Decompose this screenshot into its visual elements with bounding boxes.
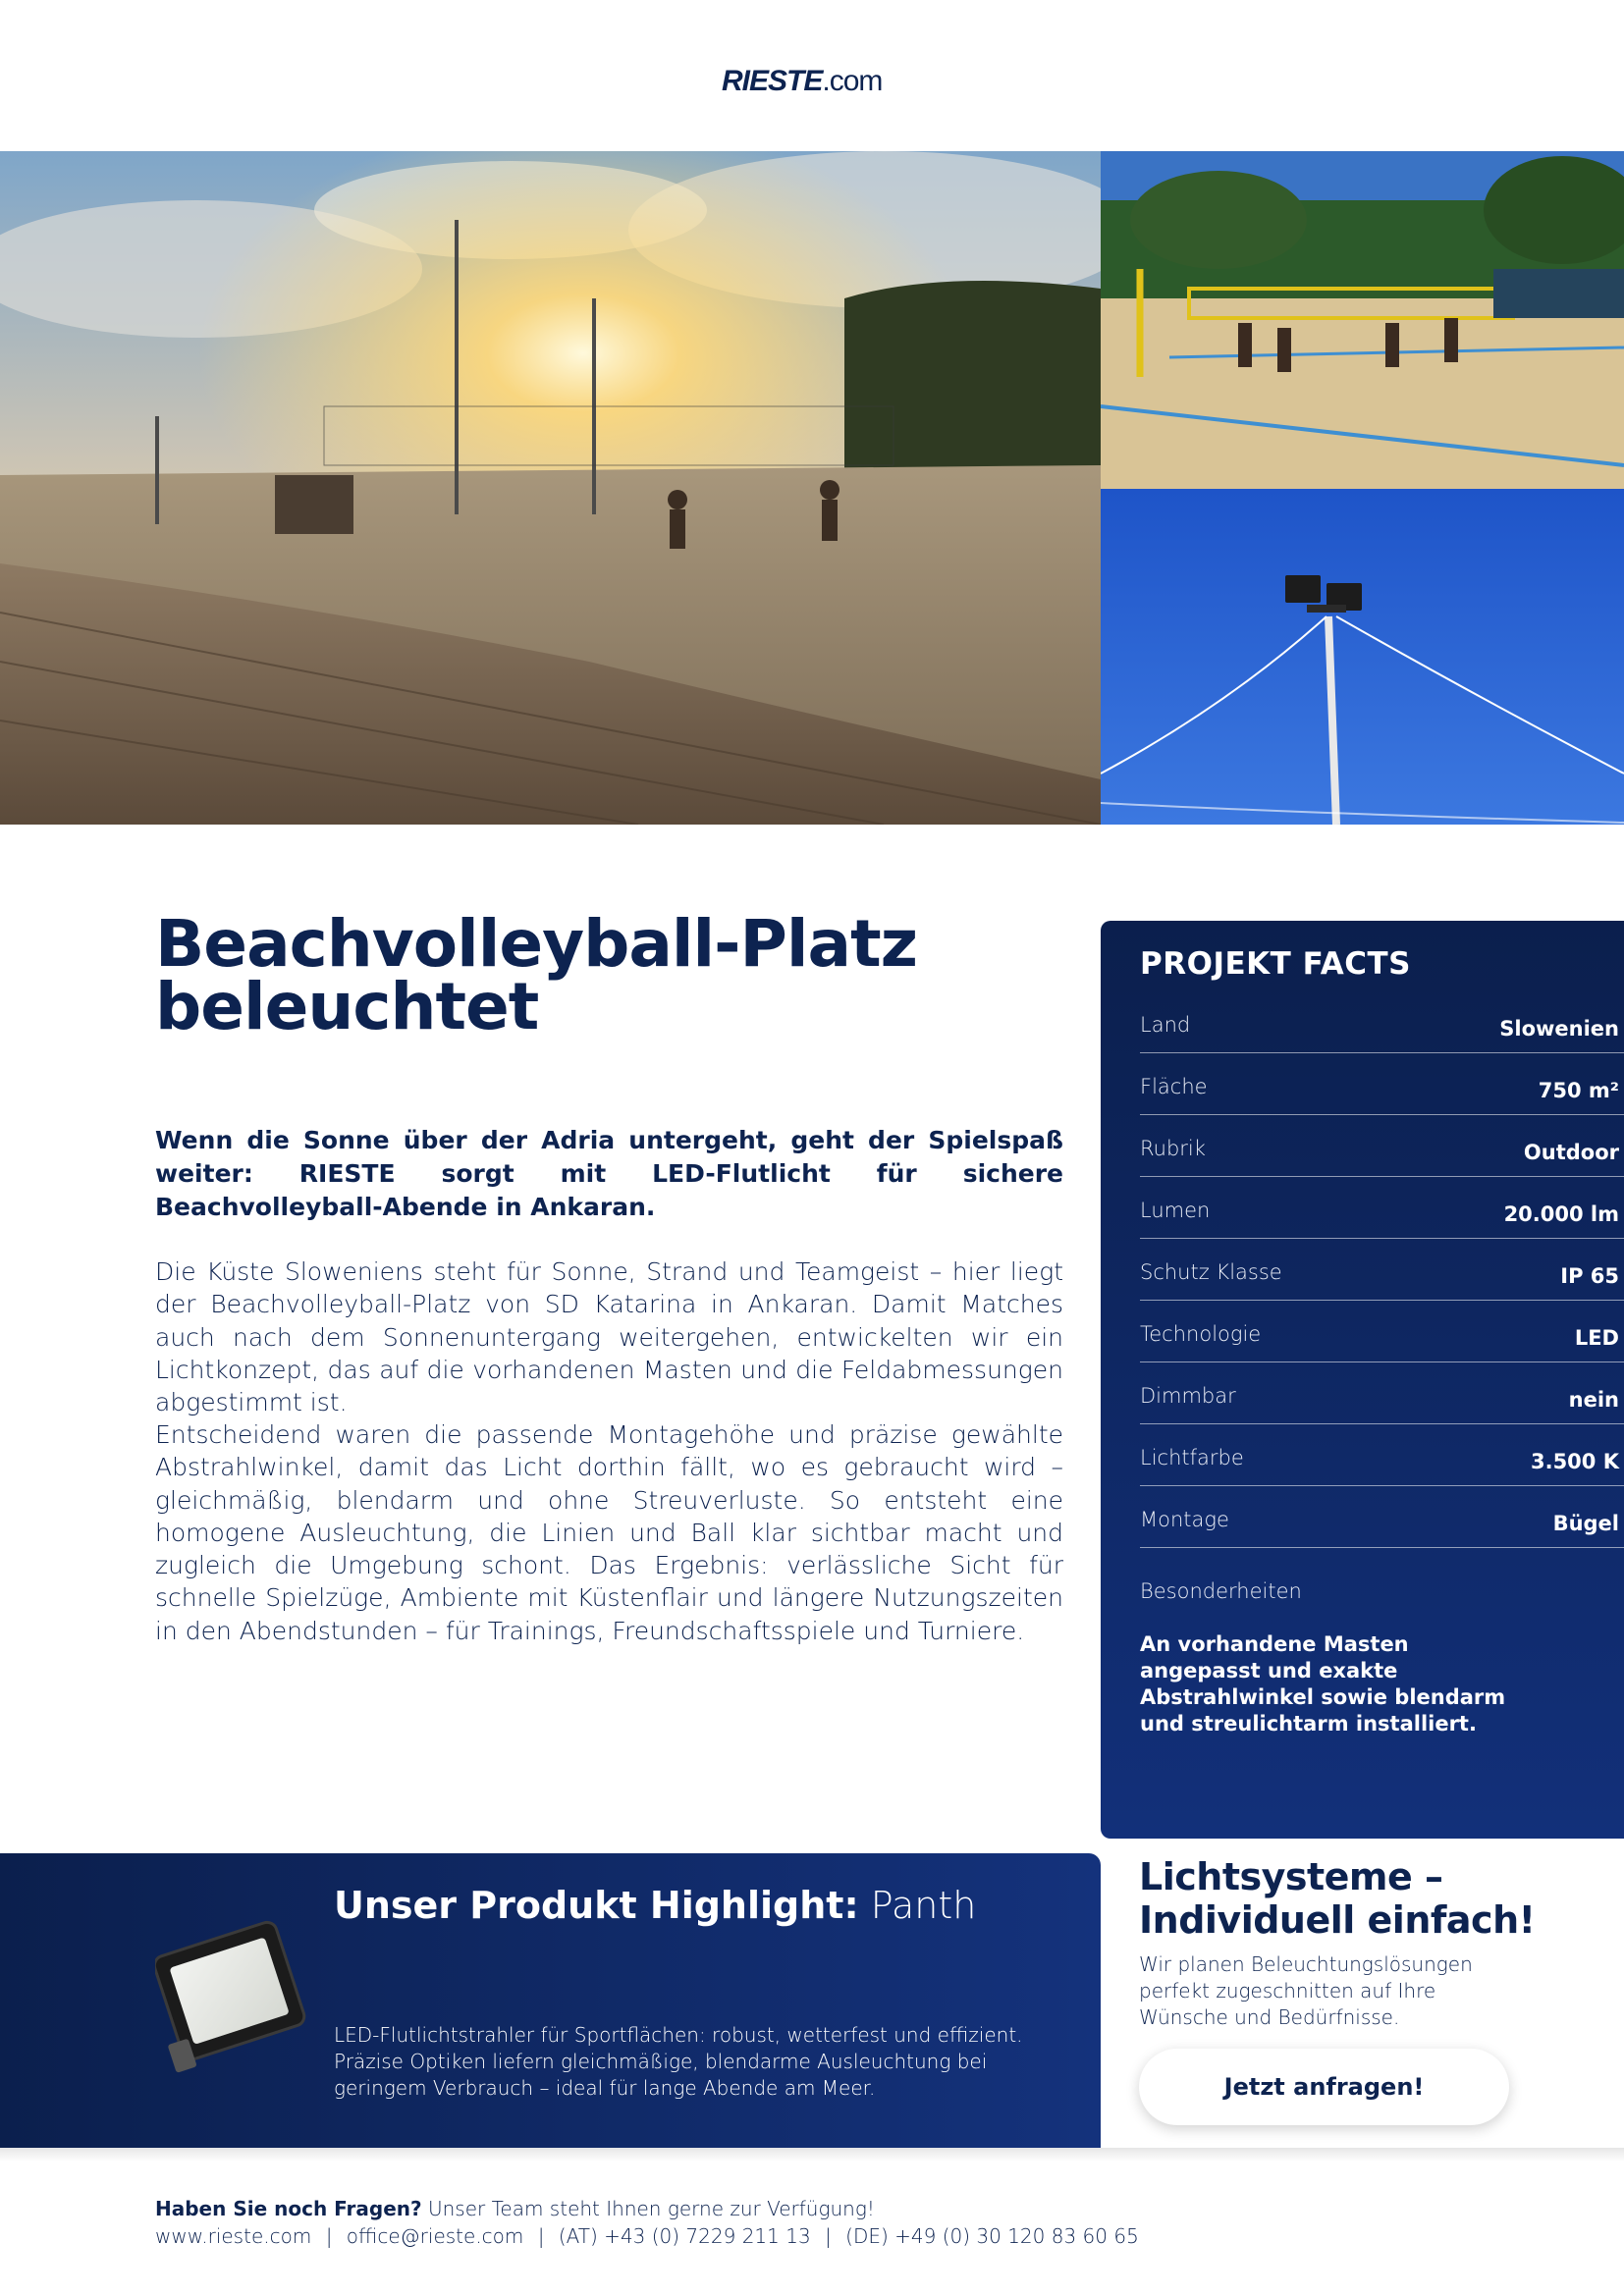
special-text: An vorhandene Masten angepasst und exakte Abstrahlwinkel sowie blendarm und streulichtarm installiert.: [1140, 1632, 1506, 1735]
cta-title-line-1: Lichtsysteme –: [1139, 1855, 1443, 1898]
body-paragraph-2: Entscheidend waren die passende Montagehöhe und präzise gewählte Abstrahlwinkel, damit das Licht dorthin fällt, wo es gebraucht wird – gleichmäßig, blendarm und ohne Streuverluste. So entsteht eine homogene Ausleuchtung, die Linien und Ball klar sichtbar macht und zugleich die Umgebung schont. Das Ergebnis: verlässliche Sicht für schnelle Spielzüge, Ambiente mit Küstenflair und längere Nutzungszeiten in den Abendstunden – für Trainings, Freundschaftsspiele und Turniere.: [155, 1420, 1063, 1645]
footer-website-link[interactable]: www.rieste.com: [155, 2224, 312, 2248]
fact-value: Bügel: [1552, 1512, 1619, 1535]
footer-phone-de[interactable]: (DE) +49 (0) 30 120 83 60 65: [845, 2224, 1139, 2248]
footer-phone-at[interactable]: (AT) +43 (0) 7229 211 13: [558, 2224, 811, 2248]
fact-label: Lumen: [1140, 1199, 1211, 1222]
logo-domain-text: .com: [822, 65, 883, 97]
footer-contact-line: [155, 2222, 1139, 2250]
fact-row-dimmbar: [1140, 1362, 1624, 1424]
page-title: [155, 906, 1039, 1044]
fact-row-technologie: [1140, 1301, 1624, 1362]
product-description: LED-Flutlichtstrahler für Sportflächen: robust, wetterfest und effizient. Präzise Optiken liefern gleichmäßige, blendarme Ausleuchtung bei geringem Verbrauch – ideal für lange Abende am Meer.: [334, 2023, 1023, 2100]
footer: [155, 2195, 1139, 2250]
fact-label: Dimmbar: [1140, 1384, 1236, 1408]
cta-text: Wir planen Beleuchtungslösungen perfekt zugeschnitten auf Ihre Wünsche und Bedürfnisse.: [1139, 1952, 1473, 2029]
fact-value: Slowenien: [1499, 1017, 1619, 1041]
beach-volleyball-players-photo: [1101, 151, 1624, 489]
title-line-1: Beachvolleyball-Platz: [155, 906, 918, 982]
special-label: Besonderheiten: [1140, 1579, 1302, 1603]
fact-value: LED: [1574, 1326, 1619, 1350]
fact-value: 750 m²: [1538, 1079, 1619, 1102]
project-facts-panel: [1101, 921, 1624, 1839]
fact-value: 20.000 lm: [1503, 1202, 1619, 1226]
facts-title: PROJEKT FACTS: [1140, 946, 1411, 982]
band-shadow: [0, 2148, 1624, 2162]
fact-row-land: [1140, 991, 1624, 1053]
fact-value: nein: [1568, 1388, 1619, 1412]
fact-row-flaeche: [1140, 1053, 1624, 1115]
product-highlight-banner: [0, 1853, 1101, 2148]
fact-label: Montage: [1140, 1508, 1229, 1531]
fact-label: Schutz Klasse: [1140, 1260, 1282, 1284]
fact-row-schutzklasse: [1140, 1239, 1624, 1301]
product-heading-bold: Unser Produkt Highlight:: [334, 1884, 859, 1927]
fact-row-montage: [1140, 1486, 1624, 1548]
lead-paragraph: Wenn die Sonne über der Adria untergeht, geht der Spielspaß weiter: RIESTE sorgt mit LED-Flutlicht für sichere Beachvolleyball-Abende in Ankaran.: [155, 1126, 1063, 1221]
title-line-2: beleuchtet: [155, 969, 539, 1044]
fact-value: 3.500 K: [1530, 1450, 1619, 1473]
footer-separator: |: [325, 2224, 333, 2248]
fact-row-lumen: [1140, 1177, 1624, 1239]
fact-row-lichtfarbe: [1140, 1424, 1624, 1486]
product-name: Panth: [870, 1884, 977, 1927]
fact-value: IP 65: [1560, 1264, 1619, 1288]
footer-question: Haben Sie noch Fragen?: [155, 2197, 422, 2220]
fact-row-rubrik: [1140, 1115, 1624, 1177]
product-heading: [334, 1884, 976, 1927]
footer-question-text: Unser Team steht Ihnen gerne zur Verfügung!: [427, 2197, 875, 2220]
fact-label: Rubrik: [1140, 1137, 1206, 1160]
fact-value: Outdoor: [1523, 1141, 1619, 1164]
cta-title: [1139, 1855, 1591, 1942]
footer-question-line: [155, 2195, 1139, 2222]
fact-label: Fläche: [1140, 1075, 1208, 1098]
beach-volleyball-sunset-photo: [0, 151, 1101, 825]
footer-separator: |: [537, 2224, 545, 2248]
request-button[interactable]: Jetzt anfragen!: [1139, 2049, 1509, 2125]
rieste-logo[interactable]: [722, 65, 882, 98]
fact-label: Technologie: [1140, 1322, 1262, 1346]
footer-email-link[interactable]: office@rieste.com: [346, 2224, 524, 2248]
floodlight-mast-sky-photo: [1101, 489, 1624, 825]
floodlight-product-icon: [155, 1914, 312, 2076]
fact-label: Lichtfarbe: [1140, 1446, 1244, 1469]
fact-label: Land: [1140, 1013, 1191, 1037]
body-paragraph-1: Die Küste Sloweniens steht für Sonne, Strand und Teamgeist – hier liegt der Beachvolleyball-Platz von SD Katarina in Ankaran. Damit Matches auch nach dem Sonnenuntergang weitergehen, entwickelten wir ein Lichtkonzept, das auf die vorhandenen Masten und die Feldabmessungen abgestimmt ist.: [155, 1257, 1063, 1417]
footer-separator: |: [825, 2224, 832, 2248]
logo-main-text: RIESTE: [722, 65, 823, 97]
cta-title-line-2: Individuell einfach!: [1139, 1898, 1536, 1942]
